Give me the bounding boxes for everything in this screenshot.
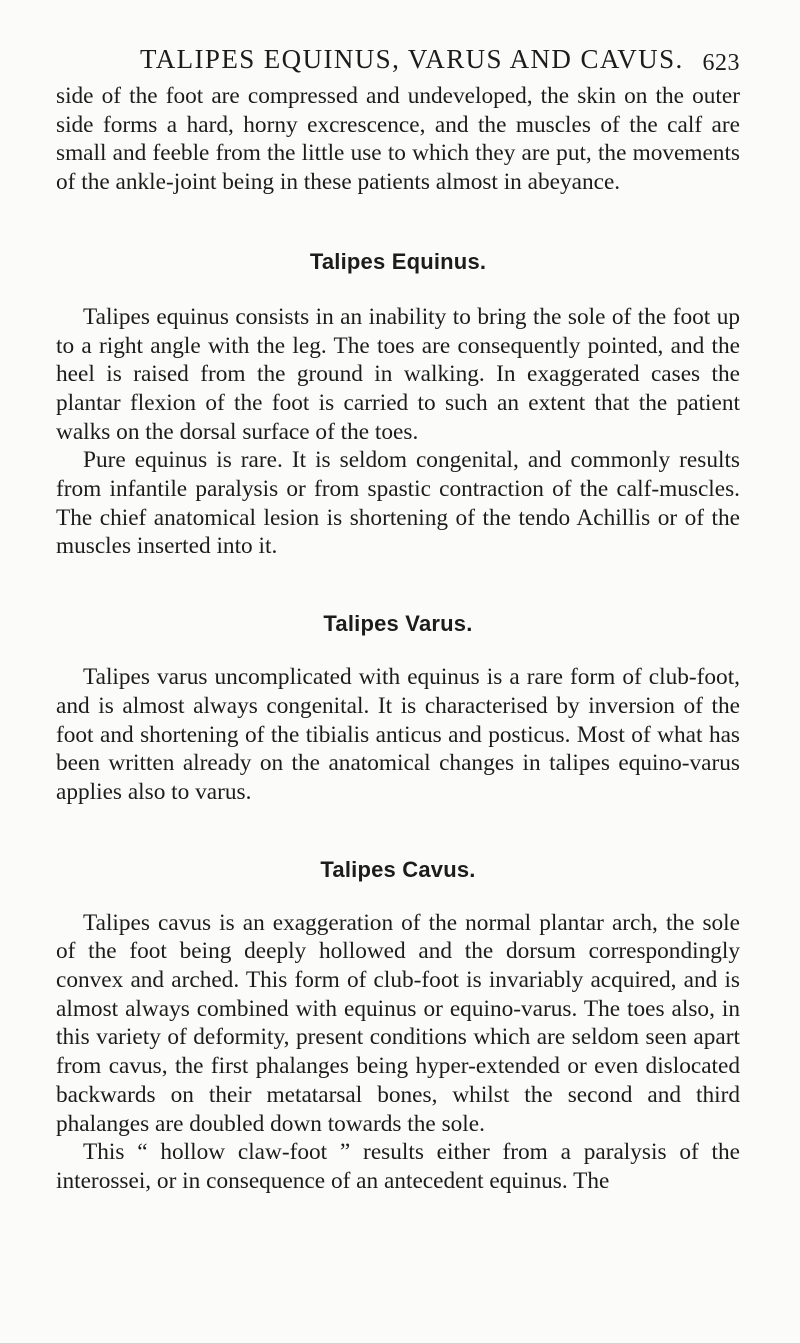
section-heading-cavus: Talipes Cavus. <box>320 856 476 882</box>
cavus-paragraph-2: This “ hollow claw-foot ” results either from a paralysis of the interossei, or in consequence of an antecedent equinus. The <box>56 1139 740 1194</box>
section-heading-equinus: Talipes Equinus. <box>309 248 487 274</box>
equinus-paragraph-2: Pure equinus is rare. It is seldom congenital, and commonly results from infantile paralysis or from spastic contraction of the calf-muscles. The chief anatomical lesion is shortening of the tendo Achillis or of the muscles inserted into it. <box>56 447 740 560</box>
page-number: 623 <box>702 50 740 76</box>
section-heading-varus: Talipes Varus. <box>323 611 473 637</box>
cavus-paragraph-1: Talipes cavus is an exaggeration of the normal plantar arch, the sole of the foot being deeply hollowed and the dorsum correspondingly convex and arched. This form of club-foot is invariably acquired, and is almost always combined with equinus or equino-varus. The toes also, in this variety of deformity, present conditions which are seldom seen apart from cavus, the first phalanges being hyper-extended or even dislocated backwards on their metatarsal bones, whilst the second and third phalanges are doubled down towards the sole. <box>56 909 740 1137</box>
intro-paragraph: side of the foot are compressed and undeveloped, the skin on the outer side forms a hard, horny excrescence, and the muscles of the calf are small and feeble from the little use to which they are put, the movements of the ankle-joint being in these patients almost in abeyance. <box>56 83 740 196</box>
running-title: TALIPES EQUINUS, VARUS AND CAVUS. <box>140 44 684 74</box>
varus-paragraph-1: Talipes varus uncomplicated with equinus is a rare form of club-foot, and is almost always congenital. It is characterised by inversion of the foot and shortening of the tibialis anticus and posticus. Most of what has been written already on the anatomical changes in talipes equino-varus applies also to varus. <box>56 664 740 805</box>
equinus-paragraph-1: Talipes equinus consists in an inability to bring the sole of the foot up to a right angle with the leg. The toes are consequently pointed, and the heel is raised from the ground in walking. In exaggerated cases the plantar flexion of the foot is carried to such an extent that the patient walks on the dorsal surface of the toes. <box>56 303 740 445</box>
running-head <box>56 44 740 82</box>
